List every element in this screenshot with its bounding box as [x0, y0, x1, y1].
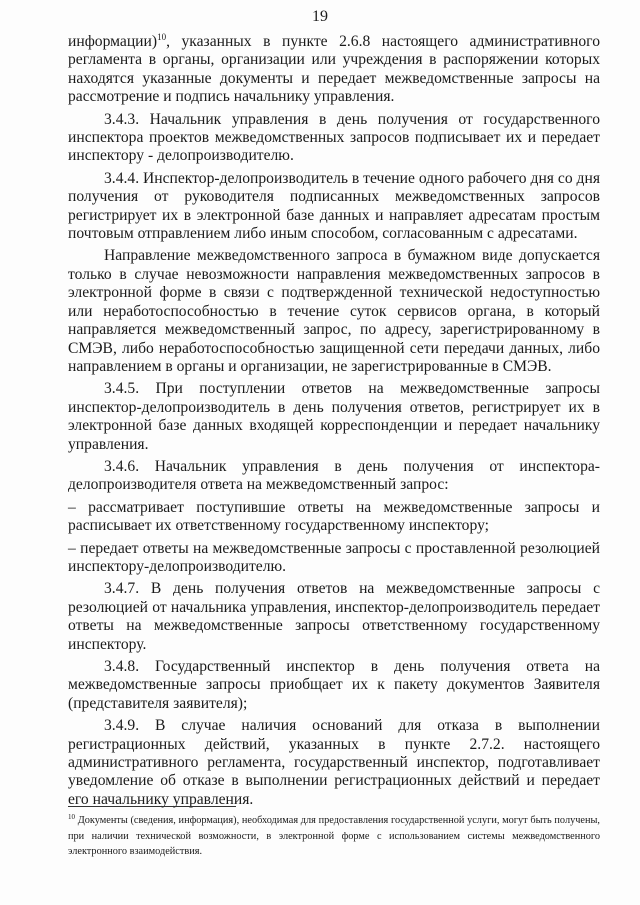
footnote-text: Документы (сведения, информация), необходимая для предоставления государственной услуги, могут быть получены, при наличии технической возможности, в электронной форме с использованием системы межведомственного электронного взаимодействия. [68, 815, 600, 858]
paragraph-3-4-4: 3.4.4. Инспектор-делопроизводитель в течение одного рабочего дня со дня получения от руководителя подписанных межведомственных запросов регистрирует их в электронной базе данных и направляет адресатам простым почтовым отправлением либо иным способом, согласованным с адресатами. [68, 169, 600, 243]
document-body [68, 33, 600, 809]
footnote [68, 813, 600, 860]
footnote-marker: 10 [68, 813, 75, 821]
paragraph-3-4-6: 3.4.6. Начальник управления в день получения от инспектора-делопроизводителя ответа на межведомственный запрос: [68, 457, 600, 494]
paragraph-3-4-9: 3.4.9. В случае наличия оснований для отказа в выполнении регистрационных действий, указанных в пункте 2.7.2. настоящего административного регламента, государственный инспектор, подготавливает уведомление об отказе в выполнении регистрационных действий и передает его начальнику управления. [68, 717, 600, 808]
paragraph-3-4-8: 3.4.8. Государственный инспектор в день получения ответа на межведомственные запросы приобщает их к пакету документов Заявителя (представителя заявителя); [68, 658, 600, 712]
list-item-transfer: – передает ответы на межведомственные запросы с проставленной резолюцией инспектору-делопроизводителю. [68, 539, 600, 575]
footnote-reference[interactable]: 10 [157, 32, 167, 42]
paragraph-3-4-7: 3.4.7. В день получения ответов на межведомственные запросы с резолюцией от начальника управления, инспектор-делопроизводитель передает ответы на межведомственные запросы ответственному государственному инспектору. [68, 580, 600, 653]
footnote-separator [68, 806, 236, 807]
paragraph-continuation [68, 33, 600, 107]
paragraph-3-4-5: 3.4.5. При поступлении ответов на межведомственные запросы инспектор-делопроизводитель в день получения ответов, регистрирует их в электронной базе данных входящей корреспонденции и передает начальнику управления. [68, 380, 600, 453]
paragraph-text: информации) [68, 33, 158, 50]
paragraph-text: , указанных в пункте 2.6.8 настоящего административного регламента в органы, организации или учреждения в распоряжении которых находятся указанные документы и передает межведомственные запросы на рассмотрение и подпись начальнику управления. [68, 33, 600, 106]
paragraph-paper-request: Направление межведомственного запроса в бумажном виде допускается только в случае невозможности направления межведомственных запросов в электронной форме в связи с подтвержденной технической недоступностью или неработоспособностью в течение суток сервисов органа, в который направляется межведомственный запрос, по адресу, зарегистрированному в СМЭВ, либо неработоспособностью защищенной сети передачи данных, либо направлением в органы и организации, не зарегистрированные в СМЭВ. [68, 247, 600, 375]
page-number: 19 [312, 8, 328, 25]
list-item-review: – рассматривает поступившие ответы на межведомственные запросы и расписывает их ответственному государственному инспектору; [68, 498, 600, 535]
paragraph-3-4-3: 3.4.3. Начальник управления в день получения от государственного инспектора проектов межведомственных запросов подписывает их и передает инспектору - делопроизводителю. [68, 110, 600, 165]
